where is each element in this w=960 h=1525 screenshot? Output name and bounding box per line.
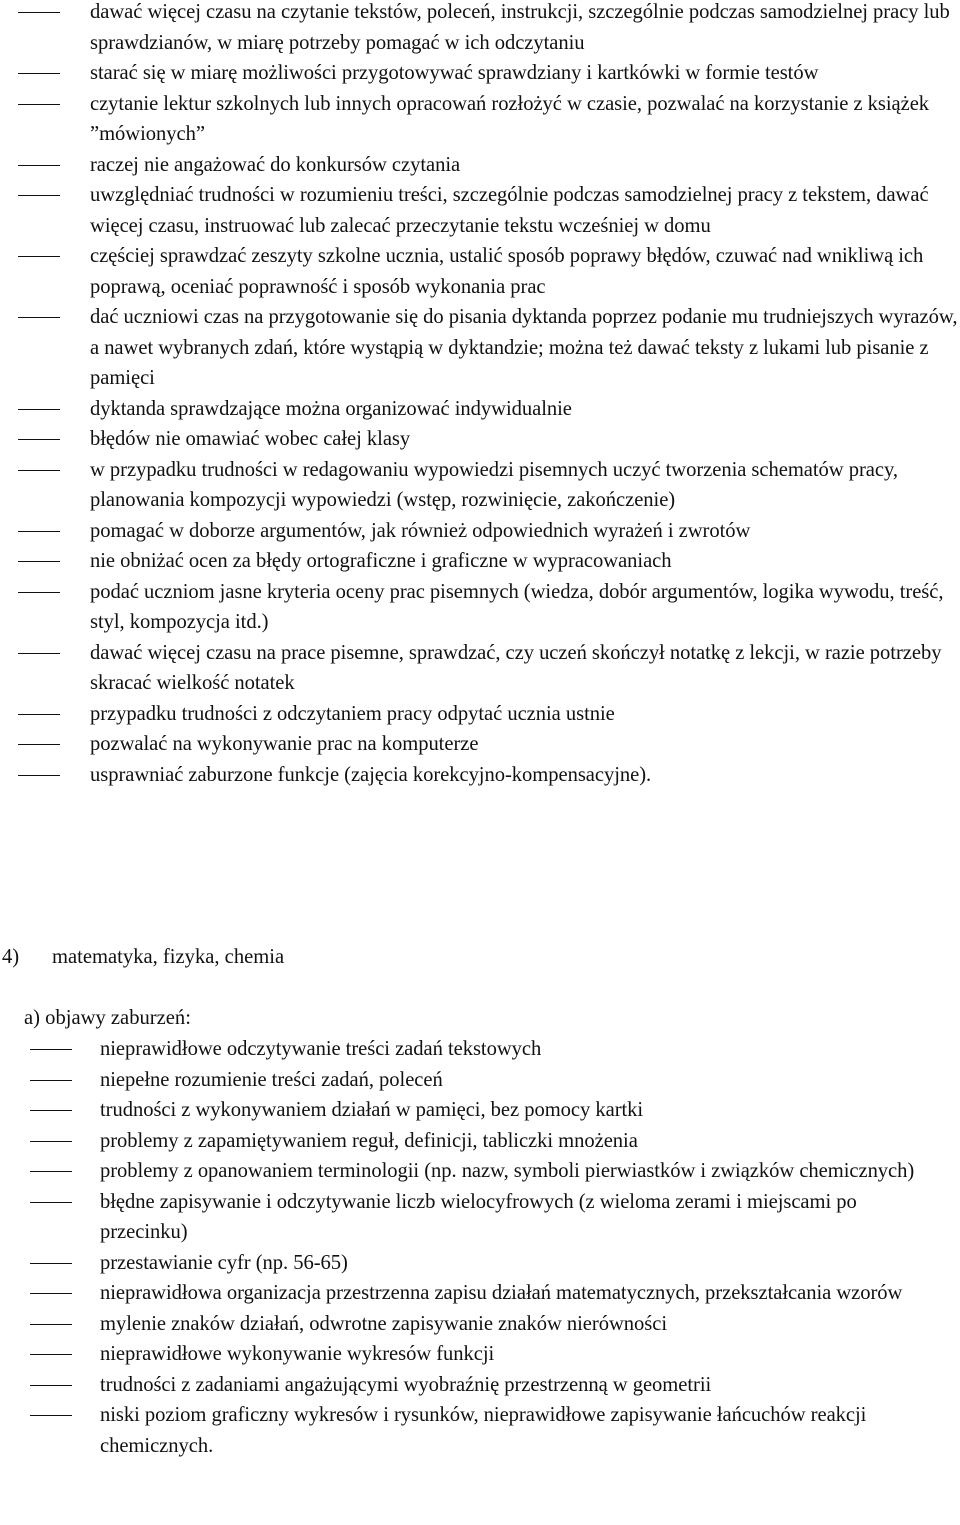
list-item xyxy=(0,394,960,425)
dash-bullet-icon xyxy=(18,104,60,105)
dash-bullet-icon xyxy=(18,165,60,166)
list-item xyxy=(0,1339,960,1370)
list-item-text: uwzględniać trudności w rozumieniu treści, szczególnie podczas samodzielnej pracy z tekstem, dawać więcej czasu, instruować lub zalecać przeczytanie tekstu wcześniej w domu xyxy=(90,184,929,237)
list-item-text: błędne zapisywanie i odczytywanie liczb wielocyfrowych (z wieloma zerami i miejscami po przecinku) xyxy=(100,1190,857,1243)
dash-bullet-icon xyxy=(30,1293,72,1294)
dash-bullet-icon xyxy=(30,1202,72,1203)
dash-bullet-icon xyxy=(18,256,60,257)
list-item-text: pozwalać na wykonywanie prac na komputerze xyxy=(90,733,479,755)
list-item xyxy=(0,1034,960,1065)
dash-bullet-icon xyxy=(18,561,60,562)
list-item xyxy=(0,1187,960,1248)
list-item xyxy=(0,699,960,730)
list-item-text: niski poziom graficzny wykresów i rysunków, nieprawidłowe zapisywanie łańcuchów reakcji chemicznych. xyxy=(100,1404,867,1457)
list-item xyxy=(0,424,960,455)
dash-bullet-icon xyxy=(18,73,60,74)
list-item xyxy=(0,302,960,394)
dash-bullet-icon xyxy=(18,714,60,715)
list-item-text: trudności z wykonywaniem działań w pamięci, bez pomocy kartki xyxy=(100,1099,644,1121)
list-item-text: dyktanda sprawdzające można organizować indywidualnie xyxy=(90,397,572,420)
list-item-text: nieprawidłowe odczytywanie treści zadań tekstowych xyxy=(100,1038,542,1060)
list-item xyxy=(0,516,960,547)
dash-bullet-icon xyxy=(18,470,60,471)
list-item-text: przypadku trudności z odczytaniem pracy odpytać ucznia ustnie xyxy=(90,702,615,725)
list-item xyxy=(0,546,960,577)
list-item xyxy=(0,455,960,516)
list-item xyxy=(0,1278,960,1309)
list-item xyxy=(0,150,960,181)
list-item-text: dawać więcej czasu na czytanie tekstów, poleceń, instrukcji, szczególnie podczas samodzielnej pracy lub sprawdzianów, w miarę potrzeby pomagać w ich odczytaniu xyxy=(90,1,950,54)
list-item-text: mylenie znaków działań, odwrotne zapisywanie znaków nierówności xyxy=(100,1312,667,1335)
list-item-text: częściej sprawdzać zeszyty szkolne ucznia, ustalić sposób poprawy błędów, czuwać nad wnikliwą ich poprawą, oceniać poprawność i sposób wykonania prac xyxy=(90,245,924,298)
section-title: matematyka, fizyka, chemia xyxy=(52,946,285,968)
list-item xyxy=(0,180,960,241)
list-item-text: pomagać w doborze argumentów, jak również odpowiednich wyrażeń i zwrotów xyxy=(90,519,751,542)
dash-bullet-icon xyxy=(30,1324,72,1325)
dash-bullet-icon xyxy=(18,531,60,532)
subsection-heading: a) objawy zaburzeń: xyxy=(24,1007,191,1029)
list-item-text: podać uczniom jasne kryteria oceny prac pisemnych (wiedza, dobór argumentów, logika wywodu, treść, styl, kompozycja itd.) xyxy=(90,580,944,633)
list-item xyxy=(0,1095,960,1126)
dash-bullet-icon xyxy=(18,653,60,654)
dash-bullet-icon xyxy=(18,592,60,593)
dash-bullet-icon xyxy=(30,1049,72,1050)
list-item-text: nie obniżać ocen za błędy ortograficzne i graficzne w wypracowaniach xyxy=(90,550,672,572)
list-item xyxy=(0,0,960,58)
dash-bullet-icon xyxy=(18,317,60,318)
dash-bullet-icon xyxy=(30,1354,72,1355)
list-item-text: starać się w miarę możliwości przygotowywać sprawdziany i kartkówki w formie testów xyxy=(90,62,819,84)
list-item-text: niepełne rozumienie treści zadań, poleceń xyxy=(100,1068,443,1091)
list-item xyxy=(0,1400,960,1461)
dash-bullet-icon xyxy=(18,775,60,776)
list-item-text: nieprawidłowe wykonywanie wykresów funkcji xyxy=(100,1343,495,1365)
list-item xyxy=(0,1065,960,1096)
list-item-text: usprawniać zaburzone funkcje (zajęcia korekcyjno-kompensacyjne). xyxy=(90,763,652,786)
list-item xyxy=(0,1370,960,1401)
dash-bullet-icon xyxy=(30,1385,72,1386)
list-item-text: czytanie lektur szkolnych lub innych opracowań rozłożyć w czasie, pozwalać na korzystanie z książek ”mówionych” xyxy=(90,92,930,145)
section-heading xyxy=(2,942,284,972)
section-number: 4) xyxy=(2,946,20,968)
list-item-text: w przypadku trudności w redagowaniu wypowiedzi pisemnych uczyć tworzenia schematów pracy, planowania kompozycji wypowiedzi (wstęp, rozwinięcie, zakończenie) xyxy=(90,458,898,511)
dash-bullet-icon xyxy=(30,1415,72,1416)
dash-bullet-icon xyxy=(30,1263,72,1264)
list-item-text: problemy z opanowaniem terminologii (np. nazw, symboli pierwiastków i związków chemicznych) xyxy=(100,1160,915,1182)
list-item xyxy=(0,1156,960,1187)
list-item-text: dać uczniowi czas na przygotowanie się do pisania dyktanda poprzez podanie mu trudniejszych wyrazów, a nawet wybranych zdań, które wystąpią w dyktandzie; można też dawać teksty z lukami lub pisanie z pamięci xyxy=(90,306,958,389)
list-item xyxy=(0,1309,960,1340)
list-item-text: nieprawidłowa organizacja przestrzenna zapisu działań matematycznych, przekształcania wzorów xyxy=(100,1282,903,1304)
dash-bullet-icon xyxy=(18,12,60,13)
list-item xyxy=(0,760,960,791)
dash-bullet-icon xyxy=(30,1080,72,1081)
list-item-text: przestawianie cyfr (np. 56-65) xyxy=(100,1251,348,1274)
list-item-text: problemy z zapamiętywaniem reguł, definicji, tabliczki mnożenia xyxy=(100,1129,638,1152)
dash-bullet-icon xyxy=(30,1171,72,1172)
dash-bullet-icon xyxy=(18,744,60,745)
dash-bullet-icon xyxy=(18,409,60,410)
dash-bullet-icon xyxy=(30,1141,72,1142)
symptoms-list xyxy=(0,1034,960,1461)
list-item-text: dawać więcej czasu na prace pisemne, sprawdzać, czy uczeń skończył notatkę z lekcji, w razie potrzeby skracać wielkość notatek xyxy=(90,641,942,694)
list-item xyxy=(0,1248,960,1279)
list-item xyxy=(0,1126,960,1157)
list-item xyxy=(0,638,960,699)
list-item-text: błędów nie omawiać wobec całej klasy xyxy=(90,428,411,450)
dash-bullet-icon xyxy=(18,439,60,440)
list-item xyxy=(0,577,960,638)
list-item xyxy=(0,241,960,302)
list-item xyxy=(0,89,960,150)
dash-bullet-icon xyxy=(30,1110,72,1111)
dash-bullet-icon xyxy=(18,195,60,196)
list-item-text: trudności z zadaniami angażującymi wyobraźnię przestrzenną w geometrii xyxy=(100,1373,712,1396)
list-item xyxy=(0,729,960,760)
list-item-text: raczej nie angażować do konkursów czytania xyxy=(90,153,461,176)
list-item xyxy=(0,58,960,89)
